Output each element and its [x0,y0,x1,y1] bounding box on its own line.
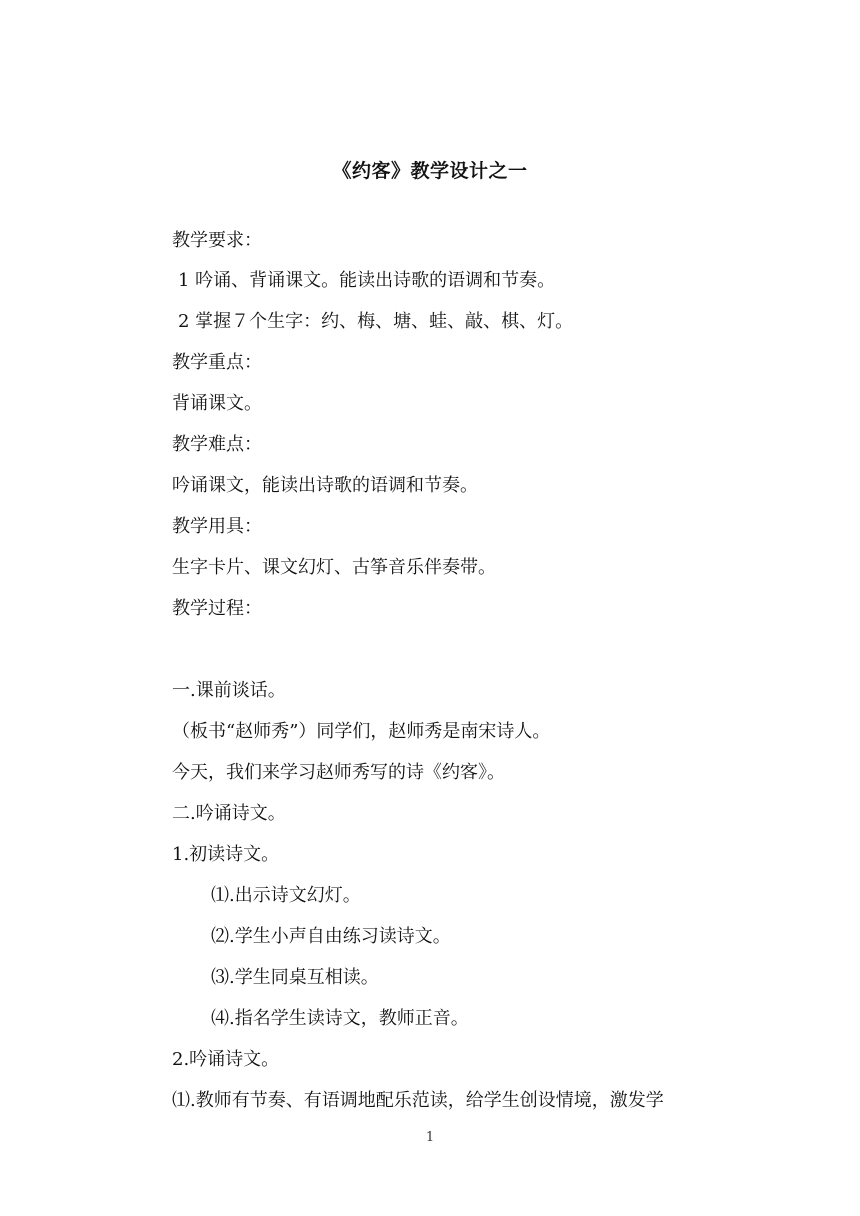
heading-requirements: 教学要求： [172,230,262,251]
subsection-2-heading: 2.吟诵诗文。 [172,1049,280,1070]
section-2-heading: 二.吟诵诗文。 [172,803,286,824]
key-points-text: 背诵课文。 [172,393,262,414]
step-3: ⑶.学生同桌互相读。 [211,967,379,988]
heading-materials: 教学用具： [172,516,262,537]
requirement-item-1: 1 吟诵、背诵课文。能读出诗歌的语调和节奏。 [178,270,556,291]
section-1-heading: 一.课前谈话。 [172,680,286,701]
step-1: ⑴.出示诗文幻灯。 [211,885,361,906]
heading-key-points: 教学重点： [172,352,262,373]
subsection-1-heading: 1.初读诗文。 [172,844,280,865]
materials-text: 生字卡片、课文幻灯、古筝音乐伴奏带。 [172,557,496,578]
heading-difficulties: 教学难点： [172,434,262,455]
requirement-item-2: 2 掌握７个生字：约、梅、塘、蛙、敲、棋、灯。 [178,311,574,332]
subsection-2-step-1: ⑴.教师有节奏、有语调地配乐范读，给学生创设情境，激发学 [172,1090,664,1111]
step-2: ⑵.学生小声自由练习读诗文。 [211,926,451,947]
section-1-text-1: （板书“赵师秀”）同学们，赵师秀是南宋诗人。 [172,721,551,742]
step-4: ⑷.指名学生读诗文，教师正音。 [211,1008,469,1029]
heading-process: 教学过程： [172,598,262,619]
document-title: 《约客》教学设计之一 [332,160,528,182]
difficulties-text: 吟诵课文，能读出诗歌的语调和节奏。 [172,475,478,496]
section-1-text-2: 今天，我们来学习赵师秀写的诗《约客》。 [172,762,505,783]
page-number: 1 [425,1130,435,1145]
